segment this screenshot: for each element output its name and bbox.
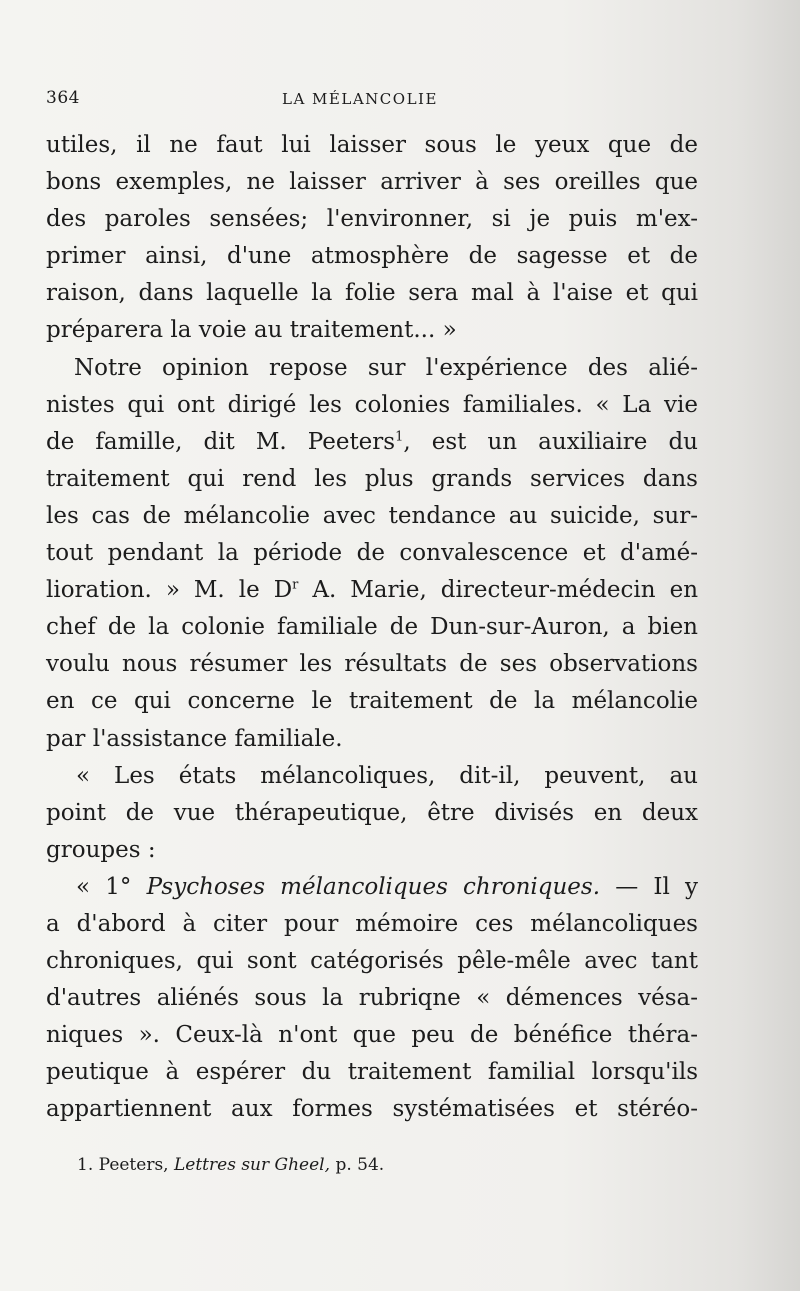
text-line [46, 572, 698, 609]
text-line: en ce qui concerne le traitement de la mélancolie [46, 688, 698, 715]
text-line: niques ». Ceux-là n'ont que peu de bénéfice théra- [46, 1022, 698, 1049]
section-heading: Psychoses mélancoliques chroniques. [146, 873, 601, 900]
text-line: chroniques, qui sont catégorisés pêle-mêle avec tant [46, 948, 698, 975]
text-line: peutique à espérer du traitement familial lorsqu'ils [46, 1059, 698, 1086]
text-line: d'autres aliénés sous la rubriqne « démences vésa- [46, 985, 698, 1012]
text-line: chef de la colonie familiale de Dun-sur-Auron, a bien [46, 614, 698, 641]
text-line: des paroles sensées; l'environner, si je puis m'ex- [46, 206, 698, 233]
text-line: nistes qui ont dirigé les colonies familiales. « La vie [46, 391, 698, 418]
text-line: point de vue thérapeutique, être divisés en deux [46, 799, 698, 826]
page-header [46, 88, 696, 118]
page-number: 364 [46, 88, 80, 108]
text-fragment: , est un auxiliaire du [403, 428, 698, 455]
text-line: voulu nous résumer les résultats de ses observations [46, 651, 698, 678]
running-title: LA MÉLANCOLIE [282, 90, 438, 108]
superscript: r [292, 577, 299, 593]
text-fragment: lioration. » M. le D [46, 577, 293, 604]
text-fragment: A. Marie, directeur-médecin en [298, 577, 699, 604]
text-line: par l'assistance familiale. [46, 725, 343, 752]
text-line: primer ainsi, d'une atmosphère de sagesse et de [46, 243, 698, 270]
text-line: tout pendant la période de convalescence et d'amé- [46, 540, 698, 567]
footnote-marker: 1 [395, 429, 404, 445]
text-line [46, 869, 698, 906]
text-fragment: « 1° [76, 873, 147, 900]
text-line: bons exemples, ne laisser arriver à ses oreilles que [46, 169, 698, 196]
text-line: « Les états mélancoliques, dit-il, peuvent, au [76, 762, 698, 789]
body-text [46, 127, 698, 1129]
footnote [77, 1155, 384, 1175]
footnote-page: p. 54. [335, 1155, 385, 1175]
text-line [46, 424, 698, 461]
text-line: utiles, il ne faut lui laisser sous le yeux que de [46, 132, 698, 158]
text-line: groupes : [46, 836, 156, 863]
text-line: traitement qui rend les plus grands services dans [46, 465, 698, 492]
text-line: a d'abord à citer pour mémoire ces mélancoliques [46, 910, 698, 937]
text-line: raison, dans laquelle la folie sera mal à l'aise et qui [46, 280, 698, 307]
text-fragment: — Il y [600, 873, 698, 900]
text-line: préparera la voie au traitement... » [46, 317, 457, 344]
text-fragment: de famille, dit M. Peeters [46, 428, 396, 455]
text-line: appartiennent aux formes systématisées et stéréo- [46, 1096, 698, 1123]
footnote-title: Lettres sur Gheel, [174, 1155, 331, 1175]
text-line: Notre opinion repose sur l'expérience des alié- [74, 354, 698, 381]
footnote-author: Peeters, [98, 1155, 169, 1175]
footnote-number: 1. [77, 1155, 94, 1175]
text-line: les cas de mélancolie avec tendance au suicide, sur- [46, 502, 698, 529]
